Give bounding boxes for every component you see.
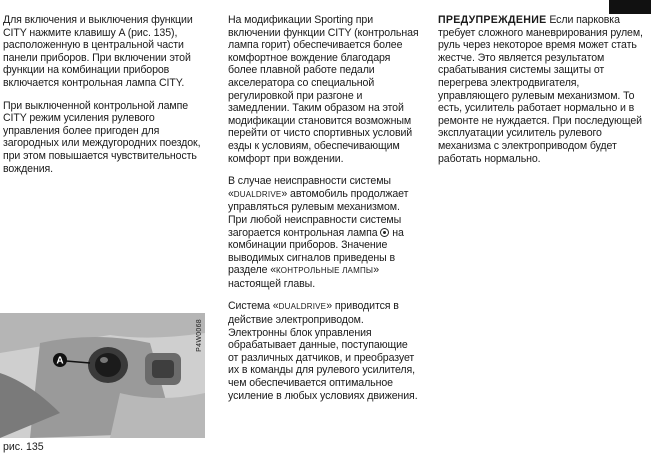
figure-code: P4W0068 xyxy=(196,319,203,352)
figure-caption: рис. 135 xyxy=(3,441,44,453)
warning-paragraph xyxy=(438,14,644,165)
warning-text: Если парковка требует сложного маневрирования рулем, руль через некоторое время может стать жестче. Это является результатом срабатывания системы защиты от перегрева электродвигателя, управляющего рулевым механизмом. То есть, усилитель работает нормально и в ремонте не нуждается. При последующей эксплуатации усилитель рулевого механизма с электроприводом будет работать нормально. xyxy=(438,14,643,165)
col2-paragraph-3 xyxy=(228,300,420,402)
col1-paragraph-2: При выключенной контрольной лампе CITY режим усиления рулевого управления более пригоден для загородных или междугородних поездок, при этом повышается чувствительность вождения. xyxy=(3,99,201,175)
figure-135-photo xyxy=(0,313,205,438)
column-1 xyxy=(3,14,201,185)
text-run: Система « xyxy=(228,300,279,313)
page-tab-marker xyxy=(609,0,651,14)
col1-paragraph-1: Для включения и выключения функции CITY нажмите клавишу A (рис. 135), расположенную в центральной части панели приборов. При включении этой функции на комбинации приборов включается контрольная лампа CITY. xyxy=(3,14,193,89)
text-run: » автомобиль продолжает управляться рулевым механизмом. При любой неисправности системы загорается контрольная лампа xyxy=(228,187,409,239)
text-run: В случае неисправности системы « xyxy=(228,175,391,200)
text-run: » настоящей главы. xyxy=(228,264,379,290)
callout-label-a: A xyxy=(56,355,64,367)
column-2 xyxy=(228,14,420,412)
warning-lamps-section-ref: КОНТРОЛЬНЫЕ ЛАМПЫ xyxy=(276,266,374,276)
column-3 xyxy=(438,14,644,175)
text-run: » приводится в действие электроприводом. Электронны блок управления обрабатывает данные, поступающие от различных датчиков, и преобразует их в команды для рулевого усилителя, чем обеспечивается оптимальное усиление в любых условиях движения. xyxy=(228,300,418,402)
text-run: на комбинации приборов. Значение выводимых сигналов приведены в разделе « xyxy=(228,226,404,277)
dashboard-photo-illustration xyxy=(0,313,205,438)
steering-warning-lamp-icon xyxy=(380,228,389,237)
col2-paragraph-1: На модификации Sporting при включении функции CITY (контрольная лампа горит) обеспечивается более комфортное вождение благодаря более плавной работе педали акселератора со специальной регулировкой при разгоне и замедлении. Таким образом на этой модификации становится возможным перейти от чисто спортивных условий езды к условиям, обеспечивающим комфорт при вождении. xyxy=(228,14,419,165)
warning-title: ПРЕДУПРЕЖДЕНИЕ xyxy=(438,14,547,26)
dualdrive-term: DUALDRIVE xyxy=(233,189,282,199)
col2-paragraph-2 xyxy=(228,175,420,290)
dualdrive-term: DUALDRIVE xyxy=(278,302,327,312)
